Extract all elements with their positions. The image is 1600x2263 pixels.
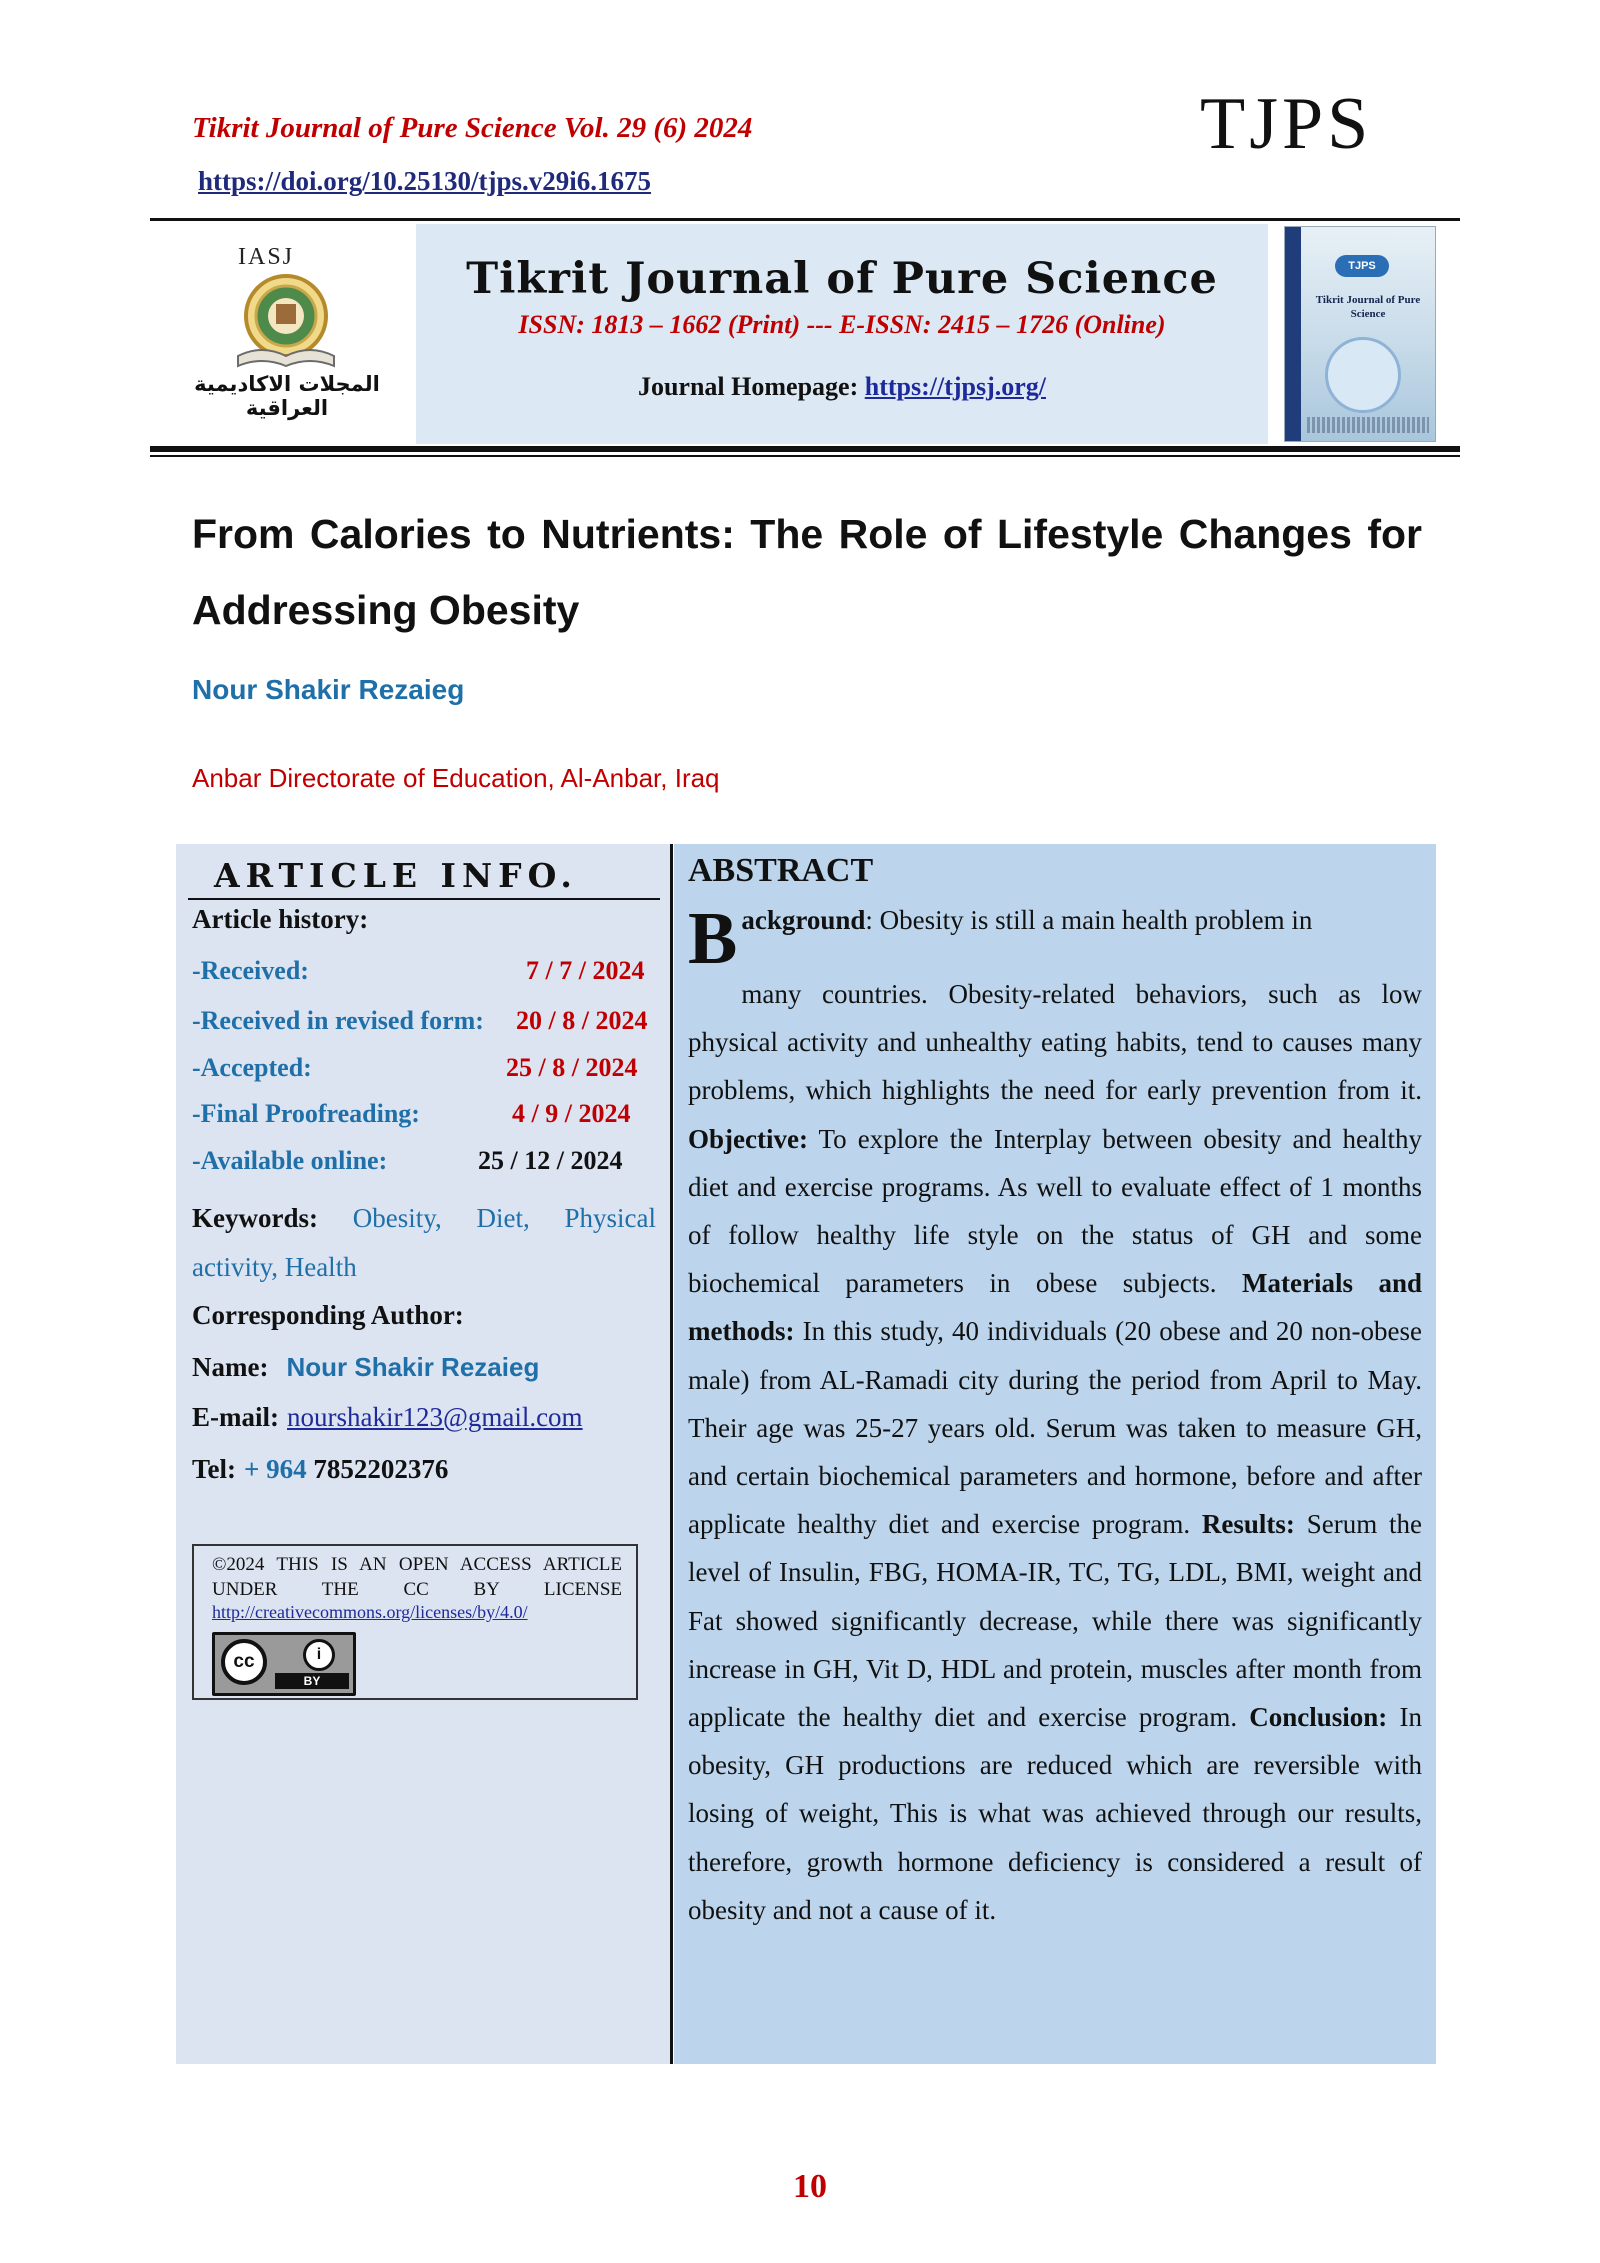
- history-label-revised: -Received in revised form:: [192, 1006, 484, 1035]
- history-label-online: -Available online:: [192, 1146, 388, 1175]
- cover-spine: [1285, 227, 1301, 441]
- history-label-accepted: -Accepted:: [192, 1053, 312, 1082]
- by-label: BY: [275, 1673, 349, 1689]
- keywords-line-1: [192, 1203, 656, 1234]
- panel-divider: [670, 844, 673, 2064]
- license-statement: ©2024 THIS IS AN OPEN ACCESS ARTICLE UNDER THE CC BY LICENSE: [212, 1554, 622, 1600]
- corresponding-name-line: [192, 1352, 539, 1383]
- keywords-line-2: activity, Health: [192, 1252, 357, 1282]
- banner-issn: ISSN: 1813 – 1662 (Print) --- E-ISSN: 2415 – 1726 (Online): [518, 310, 1166, 339]
- methods-label: Materials and methods:: [688, 1268, 1422, 1347]
- page-number: 10: [793, 2168, 827, 2205]
- abstract-dropcap: B: [688, 898, 738, 980]
- journal-cover-thumbnail: [1284, 226, 1436, 442]
- cover-footer-text: [1307, 417, 1429, 433]
- iasj-arabic-name: المجلات الاكاديمية العراقية: [194, 372, 380, 420]
- author-name: Nour Shakir Rezaieg: [192, 674, 465, 705]
- results-label: Results:: [1201, 1509, 1295, 1540]
- corresponding-email-line: [192, 1402, 583, 1433]
- keyword-diet: Diet,: [476, 1203, 530, 1233]
- paper-title: From Calories to Nutrients: The Role of Lifestyle Changes for Addressing Obesity: [192, 511, 1422, 633]
- attribution-icon: i: [303, 1639, 335, 1671]
- cover-badge: TJPS: [1335, 255, 1389, 277]
- history-row-revised: [192, 1006, 484, 1036]
- history-row-received: [192, 956, 309, 986]
- header-rule-top: [150, 218, 1460, 221]
- results-text: Serum the level of Insulin, FBG, HOMA-IR, TC, TG, LDL, BMI, weight and Fat showed significantly decrease, while there was significantly increase in GH, Vit D, HDL and protein, muscles after month from applicate the healthy diet and exercise program.: [688, 1509, 1422, 1733]
- methods-text: In this study, 40 individuals (20 obese and 20 non-obese male) from AL-Ramadi city during the period from April to May. Their age was 25-27 years old. Serum was taken to measure GH, and certain biochemical parameters and hormone, before and after applicate healthy diet and exercise program.: [688, 1316, 1422, 1540]
- objective-label: Objective:: [688, 1123, 808, 1154]
- license-box: [192, 1544, 638, 1700]
- banner-homepage: [416, 372, 1268, 402]
- corresponding-tel-line: [192, 1454, 448, 1485]
- keyword-obesity: Obesity,: [352, 1203, 442, 1233]
- history-row-online: [192, 1146, 387, 1176]
- history-row-accepted: [192, 1053, 312, 1083]
- email-link[interactable]: nourshakir123@gmail.com: [287, 1402, 583, 1432]
- history-label-proofreading: -Final Proofreading:: [192, 1099, 420, 1128]
- abstract-body: [688, 896, 1422, 1934]
- tel-country-code: + 964: [244, 1454, 307, 1484]
- iasj-logo-label: IASJ: [238, 244, 295, 270]
- journal-volume-line: Tikrit Journal of Pure Science Vol. 29 (6) 2024: [192, 112, 753, 144]
- email-label: E-mail:: [192, 1402, 279, 1432]
- doi-link[interactable]: https://doi.org/10.25130/tjps.v29i6.1675: [198, 166, 652, 196]
- article-history-label: Article history:: [192, 904, 369, 934]
- corresponding-author-label: Corresponding Author:: [192, 1300, 464, 1330]
- article-info-rule: [188, 898, 660, 900]
- cc-by-badge[interactable]: [212, 1632, 356, 1696]
- cc-icon: cc: [221, 1639, 267, 1685]
- objective-text: To explore the Interplay between obesity and healthy diet and exercise programs. As well to evaluate effect of 1 months of follow healthy life style on the status of GH and some biochemical parameters in obese subjects.: [688, 1123, 1422, 1299]
- cover-title: Tikrit Journal of Pure Science: [1315, 294, 1421, 320]
- conclusion-label: Conclusion:: [1249, 1702, 1388, 1733]
- tel-label: Tel:: [192, 1454, 237, 1484]
- banner-journal-title: Tikrit Journal of Pure Science: [466, 254, 1218, 304]
- homepage-link[interactable]: https://tjpsj.org/: [864, 372, 1047, 401]
- name-value: Nour Shakir Rezaieg: [286, 1352, 540, 1382]
- history-date-revised: 20 / 8 / 2024: [516, 1006, 648, 1035]
- iasj-emblem-icon: [232, 270, 340, 370]
- history-date-received: 7 / 7 / 2024: [526, 956, 645, 985]
- license-link[interactable]: http://creativecommons.org/licenses/by/4.0/: [212, 1602, 528, 1622]
- abstract-heading: ABSTRACT: [688, 852, 874, 889]
- cover-emblem-icon: [1325, 337, 1401, 413]
- keyword-physical: Physical: [564, 1203, 656, 1233]
- history-label-received: -Received:: [192, 956, 309, 985]
- history-date-proofreading: 4 / 9 / 2024: [512, 1099, 631, 1128]
- conclusion-text: In obesity, GH productions are reduced which are reversible with losing of weight, This is what was achieved through our results, therefore, growth hormone deficiency is considered a result of obesity and not a cause of it.: [688, 1702, 1422, 1925]
- background-label: ackground: [741, 905, 866, 935]
- article-info-heading: ARTICLE INFO.: [214, 856, 578, 895]
- author-affiliation: Anbar Directorate of Education, Al-Anbar, Iraq: [192, 763, 720, 793]
- history-date-accepted: 25 / 8 / 2024: [506, 1053, 638, 1082]
- homepage-label: Journal Homepage:: [637, 372, 865, 401]
- name-label: Name:: [192, 1352, 269, 1382]
- background-rest: many countries. Obesity-related behaviors, such as low physical activity and unhealthy eating habits, tend to causes many problems, which highlights the need for early prevention from it.: [688, 979, 1422, 1106]
- history-date-online: 25 / 12 / 2024: [478, 1146, 623, 1175]
- header-rule-bottom-thin: [150, 455, 1460, 457]
- background-text: : Obesity is still a main health problem in: [865, 905, 1313, 935]
- abstract-first-line: [688, 896, 1422, 980]
- journal-banner: [416, 224, 1268, 444]
- tel-number: 7852202376: [313, 1454, 449, 1484]
- tjps-logo: TJPS: [1200, 83, 1373, 165]
- header-rule-bottom: [150, 446, 1460, 452]
- keywords-label: Keywords:: [192, 1203, 318, 1233]
- history-row-proofreading: [192, 1099, 420, 1129]
